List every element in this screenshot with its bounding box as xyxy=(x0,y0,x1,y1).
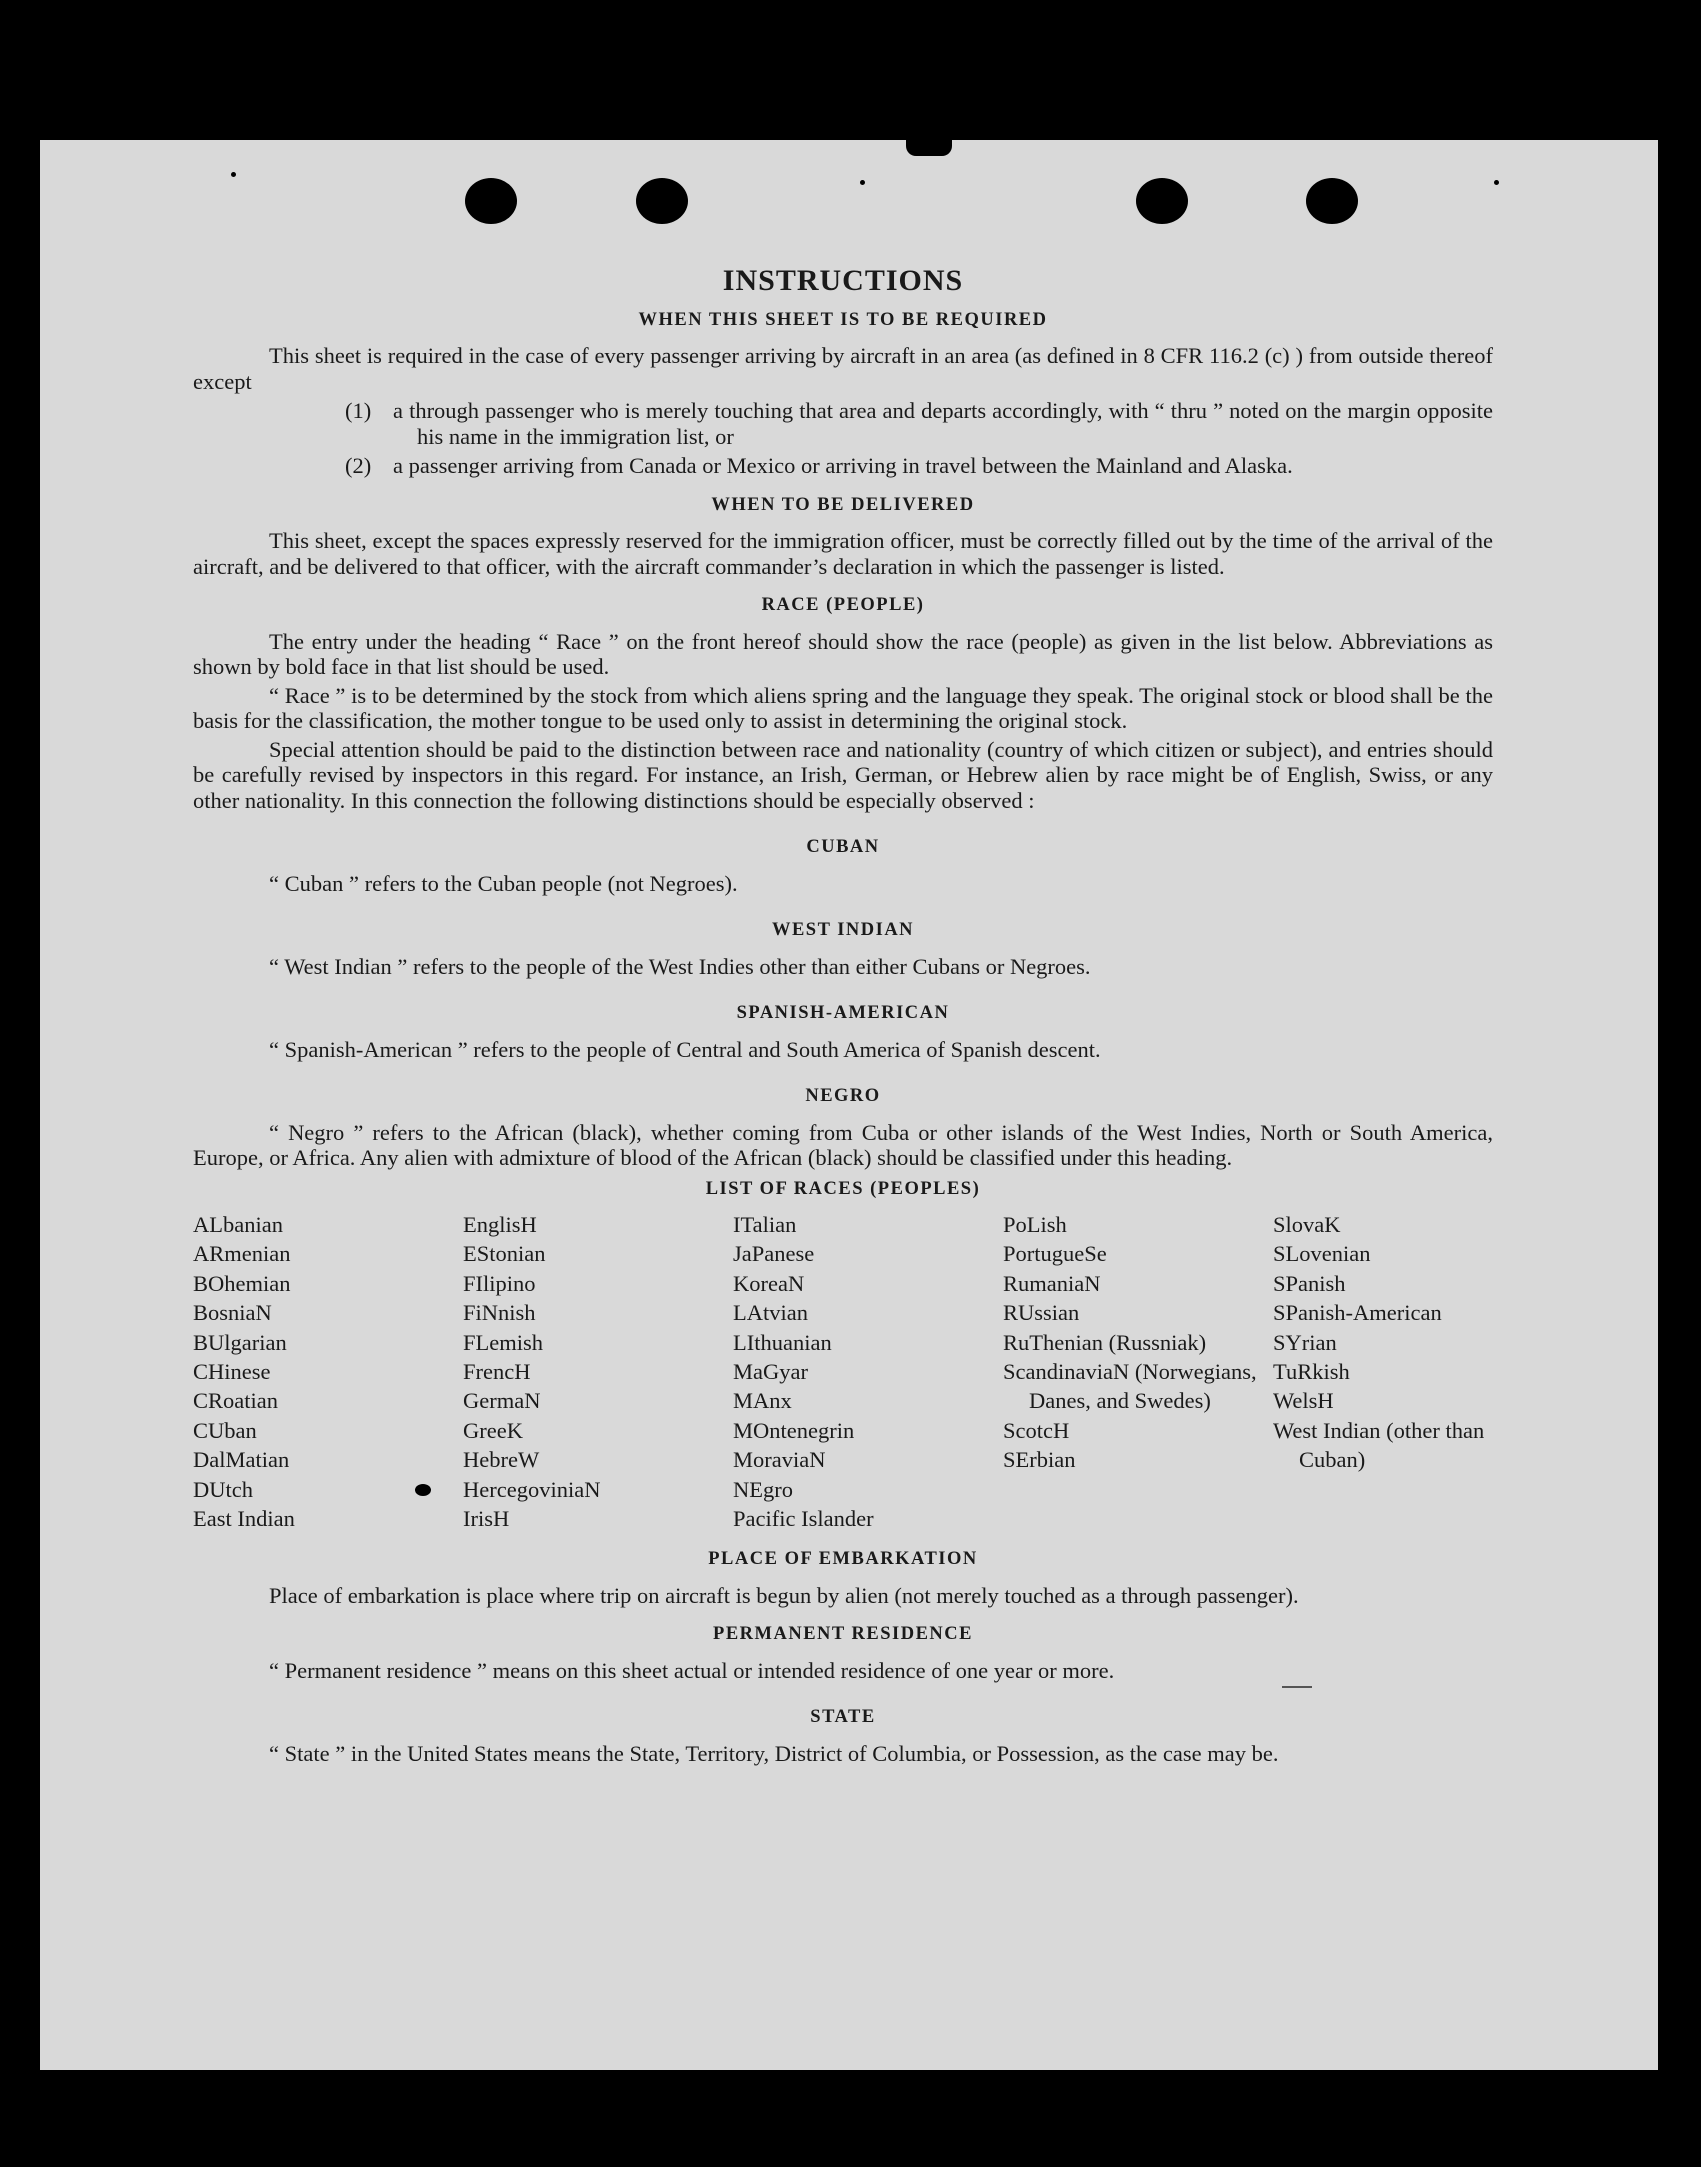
list-item-number: (1) xyxy=(345,398,372,423)
cuban-text: “ Cuban ” refers to the Cuban people (not Negroes). xyxy=(269,870,738,896)
list-item: RUssian xyxy=(1003,1300,1080,1326)
page-title: INSTRUCTIONS xyxy=(722,264,964,297)
embarkation-text: Place of embarkation is place where trip on aircraft is begun by alien (not merely touched as a through passenger). xyxy=(269,1582,1299,1608)
list-item: HercegoviniaN xyxy=(463,1476,601,1502)
race-paragraph-2: “ Race ” is to be determined by the stock from which aliens spring and the language they speak. The original stock or blood shall be the basis for the classification, the mother tongue to be used only to assist in determining the original stock. xyxy=(193,682,1493,733)
dust-speck xyxy=(1494,180,1499,185)
list-item: FLemish xyxy=(463,1329,544,1355)
section-heading-west-indian: WEST INDIAN xyxy=(771,920,915,940)
races-column xyxy=(463,1210,733,1533)
list-item: SPanish-American xyxy=(1273,1300,1442,1326)
list-item xyxy=(345,453,1493,479)
list-item: FrencH xyxy=(463,1359,531,1385)
list-item: KoreaN xyxy=(733,1270,805,1296)
punch-hole-3 xyxy=(1136,178,1188,224)
list-item xyxy=(345,398,1493,449)
list-item: DUtch xyxy=(193,1476,253,1502)
punch-hole-1 xyxy=(465,178,517,224)
section-heading-residence: PERMANENT RESIDENCE xyxy=(713,1624,973,1645)
residence-text: “ Permanent residence ” means on this sheet actual or intended residence of one year or more. xyxy=(269,1657,1115,1683)
dust-speck xyxy=(1011,24,1020,33)
race-paragraph-3: Special attention should be paid to the distinction between race and nationality (country of which citizen or subject), and entries should be carefully revised by inspectors in this regard. For instance, an Irish, German, or Hebrew alien by race might be of English, Swiss, or any other nationality. In this connection the following distinctions should be especially observed : xyxy=(193,736,1493,813)
list-item: EnglisH xyxy=(463,1212,537,1237)
list-item: JaPanese xyxy=(733,1241,815,1267)
list-item: MoraviaN xyxy=(733,1447,826,1473)
list-item: GreeK xyxy=(463,1417,523,1443)
section-heading-races-list: LIST OF RACES (PEOPLES) xyxy=(705,1178,981,1199)
races-list xyxy=(193,1210,1493,1533)
list-item: FiNnish xyxy=(463,1300,536,1326)
list-item: HebreW xyxy=(463,1447,540,1473)
list-item: CHinese xyxy=(193,1359,271,1385)
races-column xyxy=(733,1210,1003,1533)
list-item: NEgro xyxy=(733,1476,793,1502)
dust-speck xyxy=(58,2122,64,2128)
list-item-number: (2) xyxy=(345,453,372,478)
list-item: ScandinaviaN (Norwegians, Danes, and Swedes) xyxy=(1003,1359,1257,1414)
list-item: BosniaN xyxy=(193,1300,272,1326)
list-item: West Indian (other than Cuban) xyxy=(1273,1417,1485,1473)
list-item: BUlgarian xyxy=(193,1329,287,1355)
section-heading-delivered: WHEN TO BE DELIVERED xyxy=(711,494,975,515)
list-item: ARmenian xyxy=(193,1241,291,1267)
list-item: LAtvian xyxy=(733,1300,808,1326)
races-column xyxy=(1273,1210,1493,1533)
list-item: MAnx xyxy=(733,1388,792,1414)
list-item: EStonian xyxy=(463,1241,546,1267)
list-item: RumaniaN xyxy=(1003,1270,1101,1296)
list-item: ITalian xyxy=(733,1212,797,1237)
section-heading-state: STATE xyxy=(810,1707,876,1728)
dust-speck xyxy=(860,180,865,185)
list-item: CRoatian xyxy=(193,1388,278,1414)
punch-hole-4 xyxy=(1306,178,1358,224)
list-item: ALbanian xyxy=(193,1212,283,1237)
list-item: SYrian xyxy=(1273,1329,1337,1355)
dust-speck xyxy=(231,172,236,177)
list-item-text: a passenger arriving from Canada or Mexico or arriving in travel between the Mainland and Alaska. xyxy=(393,453,1293,478)
list-item: East Indian xyxy=(193,1506,295,1532)
negro-text: “ Negro ” refers to the African (black), whether coming from Cuba or other islands of the West Indies, North or South America, Europe, or Africa. Any alien with admixture of blood of the African (black) should be classified under this heading. xyxy=(193,1119,1493,1170)
list-item: TuRkish xyxy=(1273,1359,1350,1385)
section-heading-race: RACE (PEOPLE) xyxy=(761,595,925,615)
races-column xyxy=(193,1210,463,1533)
section-heading-cuban: CUBAN xyxy=(806,837,880,857)
list-item: MaGyar xyxy=(733,1359,808,1385)
race-paragraph-1: The entry under the heading “ Race ” on the front hereof should show the race (people) as given in the list below. Abbreviations as shown by bold face in that list should be used. xyxy=(193,628,1493,679)
list-item: ScotcH xyxy=(1003,1417,1070,1443)
list-item: IrisH xyxy=(463,1506,510,1532)
list-item: FIlipino xyxy=(463,1270,536,1296)
list-item: DalMatian xyxy=(193,1447,290,1473)
section-heading-negro: NEGRO xyxy=(805,1086,881,1106)
punch-hole-2 xyxy=(636,178,688,224)
list-item: BOhemian xyxy=(193,1270,291,1296)
list-item: SLovenian xyxy=(1273,1241,1371,1267)
list-item-text: a through passenger who is merely touching that area and departs accordingly, with “ thru ” noted on the margin opposite his name in the immigration list, or xyxy=(393,398,1493,449)
list-item: PortugueSe xyxy=(1003,1241,1107,1267)
list-item: PoLish xyxy=(1003,1212,1067,1237)
list-item: LIthuanian xyxy=(733,1329,832,1355)
list-item: SlovaK xyxy=(1273,1212,1341,1237)
state-text: “ State ” in the United States means the State, Territory, District of Columbia, or Possession, as the case may be. xyxy=(269,1740,1279,1766)
spanish-american-text: “ Spanish-American ” refers to the people of Central and South America of Spanish descent. xyxy=(269,1036,1101,1062)
list-item: Pacific Islander xyxy=(733,1506,874,1532)
list-item: WelsH xyxy=(1273,1388,1334,1414)
instructions-content xyxy=(193,262,1493,1769)
list-item: CUban xyxy=(193,1417,257,1443)
list-item: SPanish xyxy=(1273,1270,1346,1296)
section-heading-required: WHEN THIS SHEET IS TO BE REQUIRED xyxy=(638,309,1048,330)
section-heading-embarkation: PLACE OF EMBARKATION xyxy=(708,1549,978,1570)
delivered-text: This sheet, except the spaces expressly reserved for the immigration officer, must be correctly filled out by the time of the arrival of the aircraft, and be delivered to that officer, with the aircraft commander’s declaration in which the passenger is listed. xyxy=(193,528,1493,579)
section-heading-spanish-american: SPANISH-AMERICAN xyxy=(736,1003,950,1023)
list-item: SErbian xyxy=(1003,1447,1076,1473)
paper-notch xyxy=(906,136,952,156)
west-indian-text: “ West Indian ” refers to the people of the West Indies other than either Cubans or Negroes. xyxy=(269,953,1091,979)
list-item: GermaN xyxy=(463,1388,541,1414)
list-item: MOntenegrin xyxy=(733,1417,855,1443)
required-intro: This sheet is required in the case of every passenger arriving by aircraft in an area (as defined in 8 CFR 116.2 (c) ) from outside thereof except xyxy=(193,343,1493,394)
list-item: RuThenian (Russniak) xyxy=(1003,1329,1207,1355)
races-column xyxy=(1003,1210,1273,1533)
